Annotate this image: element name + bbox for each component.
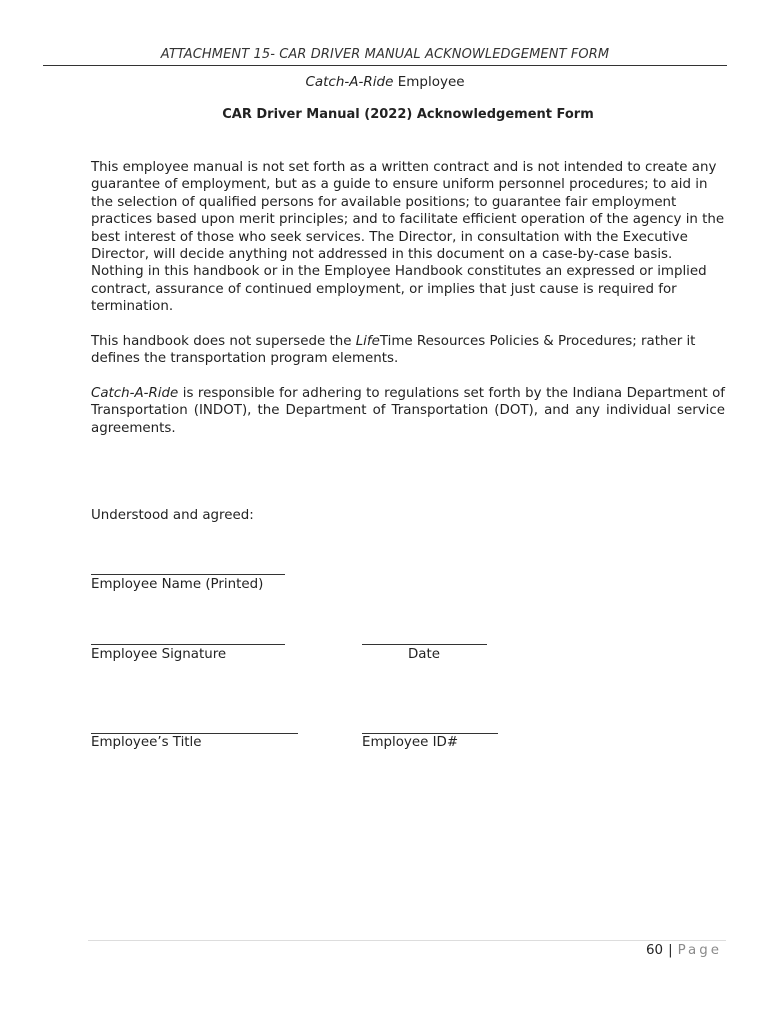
employee-id-line[interactable] [362, 733, 498, 734]
page-number: 60 [646, 943, 664, 958]
employee-name-line[interactable] [91, 574, 285, 575]
employee-signature-line[interactable] [91, 644, 285, 645]
employee-title-line[interactable] [91, 733, 298, 734]
regulations-text: is responsible for adhering to regulations set forth by the Indiana Department of Transportation (INDOT), the Department of Transportation (DOT), and any individual service agreements. [91, 386, 725, 436]
employee-signature-label: Employee Signature [91, 647, 227, 662]
employee-id-label: Employee ID# [362, 735, 459, 750]
footer-divider [88, 940, 726, 941]
employee-title-label: Employee’s Title [91, 735, 202, 750]
policies-paragraph [91, 333, 725, 368]
regulations-org-name: Catch-A-Ride [91, 386, 179, 401]
policies-text-after: Time Resources Policies & Procedures; rather it defines the transportation program elements. [91, 334, 696, 367]
form-title: CAR Driver Manual (2022) Acknowledgement Form [222, 107, 594, 122]
subtitle-suffix: Employee [393, 74, 465, 90]
subtitle-org-name: Catch-A-Ride [305, 74, 394, 90]
understood-label: Understood and agreed: [91, 508, 254, 523]
page-word: Page [677, 943, 722, 958]
page-footer [646, 943, 722, 958]
footer-separator: | [668, 943, 673, 958]
header-divider [43, 65, 727, 66]
employee-name-label: Employee Name (Printed) [91, 577, 264, 592]
regulations-paragraph [91, 385, 725, 437]
policies-text-italic: Life [355, 334, 380, 349]
date-line[interactable] [362, 644, 487, 645]
disclaimer-paragraph: This employee manual is not set forth as a written contract and is not intended to create any guarantee of employment, but as a guide to ensure uniform personnel procedures; to aid in the selection of qualified persons for available positions; to guarantee fair employment practices based upon merit principles; and to facilitate efficient operation of the agency in the best interest of those who seek services. The Director, in consultation with the Executive Director, will decide anything not addressed in this document on a case-by-case basis. Nothing in this handbook or in the Employee Handbook constitutes an expressed or implied contract, assurance of continued employment, or implies that just cause is required for termination. [91, 160, 725, 315]
subtitle [0, 74, 770, 90]
attachment-header: ATTACHMENT 15- CAR DRIVER MANUAL ACKNOWLEDGEMENT FORM [160, 47, 610, 62]
date-label: Date [408, 647, 441, 662]
policies-text-before: This handbook does not supersede the [91, 334, 356, 349]
